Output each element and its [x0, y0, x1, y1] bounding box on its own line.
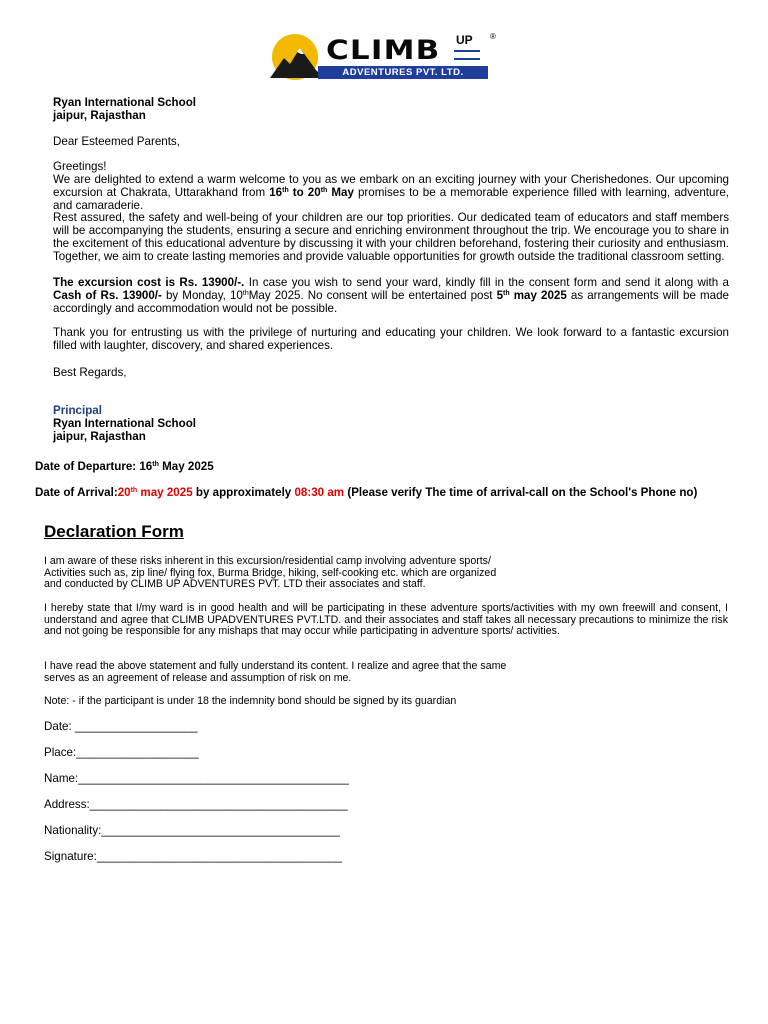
declaration-health: I hereby state that I/my ward is in good health and will be participating in these adventure sports/activities with my own freewill and consent, I understand and agree that CLIMB UPADVENTURES PVT.LTD. and their associates and staff takes all necessary precautions to minimize the risk and not going be responsible for any mishaps that may occur while participating in adventure sports/ activities. [44, 602, 728, 638]
paragraph-thanks: Thank you for entrusting us with the privilege of nurturing and educating your children. We look forward to a fantastic excursion filled with laughter, discovery, and shared experiences. [53, 326, 729, 352]
paragraph-cost: The excursion cost is Rs. 13900/-. In case you wish to send your ward, kindly fill in the consent form and send it along with a Cash of Rs. 13900/- by Monday, 10thMay 2025. No consent will be entertained post 5th may 2025 as arrangements will be made accordingly and accommodation would not be possible. [53, 276, 729, 315]
logo-brand: CLIMB [326, 35, 441, 66]
paragraph-safety: Rest assured, the safety and well-being of your children are our top priorities. Our dedicated team of educators and staff members will be accompanying the students, ensuring a secure and enriching environment throughout the trip. We encourage you to share in the excitement of this educational adventure by discussing it with your children beforehand, fostering their curiosity and enthusiasm. Together, we aim to create lasting memories and provide valuable opportunities for growth outside the traditional classroom setting. [53, 211, 729, 263]
nationality-field[interactable]: Nationality:_____________________________________ [44, 824, 340, 837]
signoff-school: Ryan International School [53, 417, 197, 430]
school-name: Ryan International School [53, 96, 197, 109]
place-field[interactable]: Place:___________________ [44, 746, 199, 759]
arrival-date: Date of Arrival:20th may 2025 by approximately 08:30 am (Please verify The time of arrival-call on the School's Phone no) [35, 486, 698, 499]
company-logo [268, 32, 500, 82]
declaration-risk-line-1: I am aware of these risks inherent in this excursion/residential camp involving adventure sports/ [44, 555, 491, 567]
logo-registered: ® [490, 32, 496, 41]
regards: Best Regards, [53, 366, 127, 379]
signature-field[interactable]: Signature:______________________________________ [44, 850, 342, 863]
logo-lines [454, 50, 480, 60]
signoff-location: jaipur, Rajasthan [53, 430, 146, 443]
logo-tagline: ADVENTURES PVT. LTD. [318, 66, 488, 79]
declaration-risk-line-2: Activities such as, zip line/ flying fox, Burma Bridge, hiking, self-cooking etc. which are organized [44, 566, 497, 579]
declaration-risk-line-3: and conducted by CLIMB UP ADVENTURES PVT. LTD their associates and staff. [44, 578, 426, 591]
declaration-read-line-1: I have read the above statement and fully understand its content. I realize and agree that the same [44, 660, 507, 672]
logo-up: UP [456, 33, 473, 47]
address-field[interactable]: Address:________________________________________ [44, 798, 348, 811]
date-field[interactable]: Date: ___________________ [44, 720, 198, 733]
paragraph-welcome: We are delighted to extend a warm welcome to you as we embark on an exciting journey with your Cherishedones. Our upcoming excursion at Chakrata, Uttarakhand from 16th to 20th May promises to be a memorable experience filled with learning, adventure, and camaraderie. [53, 173, 730, 212]
declaration-read-line-2: serves as an agreement of release and assumption of risk on me. [44, 671, 352, 684]
greeting: Greetings! [53, 160, 107, 173]
salutation: Dear Esteemed Parents, [53, 135, 180, 148]
name-field[interactable]: Name:__________________________________________ [44, 772, 349, 785]
school-location: jaipur, Rajasthan [53, 109, 146, 122]
signoff-title: Principal [53, 404, 102, 417]
declaration-title: Declaration Form [44, 522, 184, 541]
declaration-note: Note: - if the participant is under 18 the indemnity bond should be signed by its guardian [44, 695, 457, 707]
departure-date: Date of Departure: 16th May 2025 [35, 460, 214, 473]
